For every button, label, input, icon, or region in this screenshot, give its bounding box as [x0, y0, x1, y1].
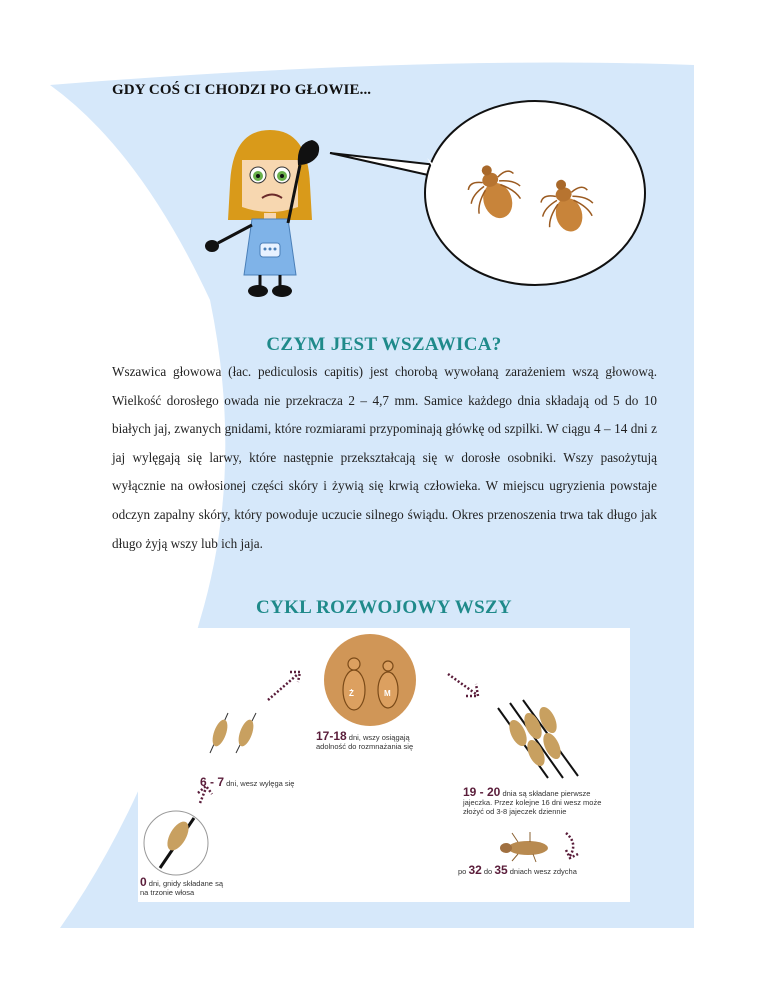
adult-lice-icon	[324, 634, 416, 726]
lifecycle-diagram	[138, 628, 630, 902]
label-eggs: 19 - 20 dnia są składane pierwsze jajeczka. Przez kolejne 16 dni wesz może złożyć od 3-8 jajeczek dziennie	[463, 785, 602, 816]
page-heading: GDY COŚ CI CHODZI PO GŁOWIE...	[112, 82, 372, 98]
arrow-curve-right	[566, 833, 578, 858]
girl-illustration	[200, 125, 335, 300]
section-title-what-is: CZYM JEST WSZAWICA?	[266, 334, 502, 355]
egg-cluster-icon	[498, 700, 578, 778]
male-mark: M	[384, 689, 391, 698]
dead-louse-icon	[500, 832, 548, 862]
description-paragraph: Wszawica głowowa (łac. pediculosis capitis) jest chorobą wywołaną zarażeniem wszą głowową. Wielkość dorosłego owada nie przekracza 2 – 4,7 mm. Samice każdego dnia składają od 5 do 10 białych jaj, zwanych gnidami, które rozmiarami przypominają główkę od szpilki. W ciągu 4 – 14 dni z jaj wylęgają się larwy, które następnie przekształcają się w dorosłe osobniki. Wszy pasożytują wyłącznie na owłosionej części skóry i żywią się krwią człowieka. W miejscu ugryzienia powstaje odczyn zapalny skóry, który powoduje uczucie silnego świądu. Okres przenoszenia trwa tak długo jak długo żyją wszy lub ich jaja.	[112, 364, 657, 551]
section-title-lifecycle: CYKL ROZWOJOWY WSZY	[256, 597, 512, 618]
young-lice-icon	[210, 713, 257, 753]
label-death: po 32 do 35 dniach wesz zdycha	[458, 863, 577, 877]
female-mark: Ż	[349, 689, 354, 698]
arrow-down-right	[448, 674, 478, 696]
label-nits: 0 dni, gnidy składane są na trzonie włosa	[140, 875, 223, 897]
lifecycle-graphics	[138, 628, 630, 902]
label-adult: 17-18 dni, wszy osiągają adolność do rozmnażania się	[316, 729, 414, 751]
arrow-up-left	[268, 672, 300, 700]
label-hatch: 6 - 7 dni, wesz wylęga się	[200, 775, 295, 789]
nit-icon	[144, 811, 208, 875]
speech-bubble	[325, 95, 650, 290]
